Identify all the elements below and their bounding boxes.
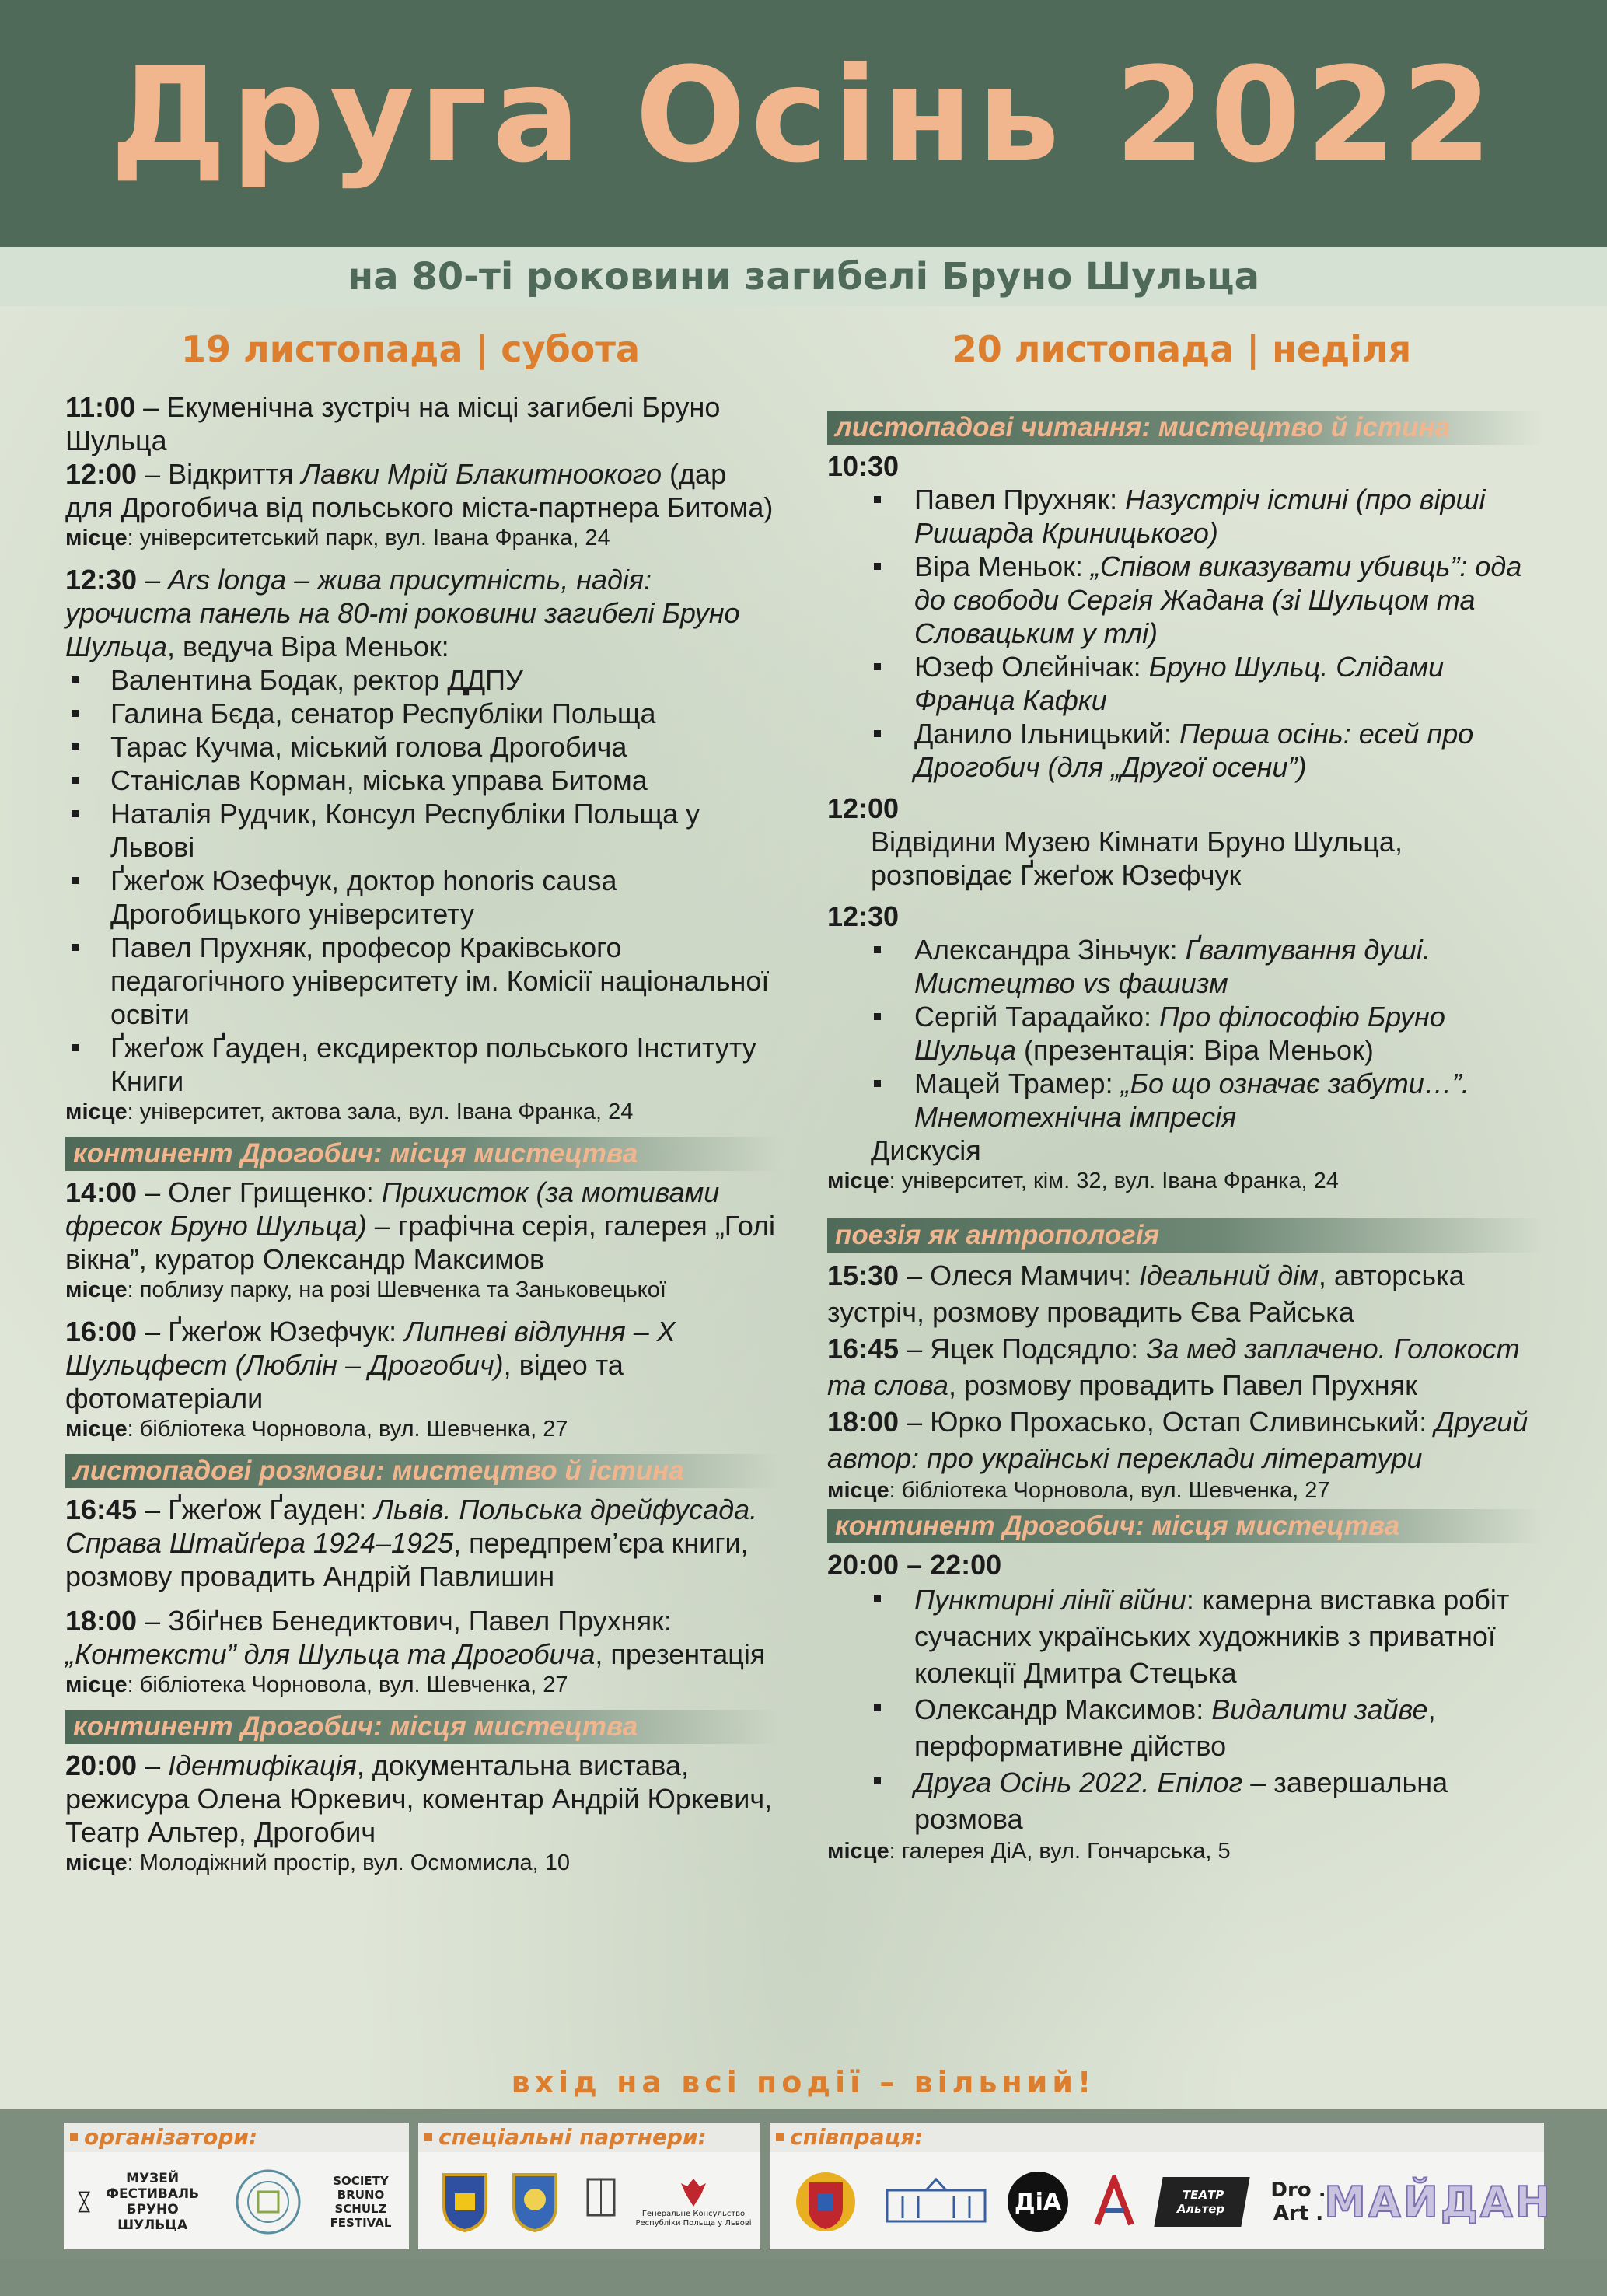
cooperation-box	[770, 2123, 1553, 2249]
event-1200	[65, 457, 781, 552]
section-heading: листопадові читання: мистецтво й істина	[827, 411, 1542, 445]
event-text: – завершальна розмова	[914, 1767, 1448, 1835]
event-1230	[65, 563, 781, 1126]
event-time: 11:00	[65, 391, 136, 423]
event-time: 18:00	[65, 1605, 138, 1637]
venue-text: : галерея ДіА, вул. Гончарська, 5	[889, 1839, 1231, 1864]
list-item: Наталія Рудчик, Консул Республіки Польща у Львові	[65, 797, 781, 864]
speaker: Олександр Максимов:	[914, 1693, 1212, 1725]
list-item	[827, 650, 1542, 717]
event-time: 18:00	[827, 1406, 900, 1438]
panel-list	[65, 663, 781, 1098]
event-1100	[65, 390, 781, 457]
dia-logo-text: ДіА	[1014, 2188, 1062, 2216]
event-text: – Яцек Подсядло:	[899, 1333, 1147, 1365]
event-title: Ідентифікація	[168, 1749, 357, 1781]
venue-label: місце	[65, 1850, 128, 1875]
event-time: 16:45	[65, 1494, 138, 1525]
event-title: Прихисток (за мотивами фресок Бруно Шульца)	[65, 1176, 720, 1242]
list-item	[827, 483, 1542, 550]
list-item	[827, 933, 1542, 1000]
maidan-logo	[1324, 2163, 1553, 2241]
coat-of-arms-icon	[511, 2172, 559, 2232]
event-title: Пунктирні лінії війни	[914, 1584, 1186, 1616]
event-text: , розмову провадить Павел Прухняк	[948, 1369, 1417, 1401]
footer-strip	[0, 2259, 1607, 2296]
event-title: Другий автор: про українські переклади літератури	[827, 1406, 1528, 1474]
talk-title: Про філософію Бруно Шульца	[914, 1001, 1445, 1066]
coat-of-arms-icon	[795, 2167, 857, 2237]
venue-text: : університет, кім. 32, вул. Івана Франка, 24	[889, 1169, 1339, 1193]
event-text: , передпрем’єра книги, розмову провадить Андрій Павлишин	[65, 1527, 749, 1592]
discussion: Дискусія	[871, 1134, 981, 1166]
book-icon	[582, 2175, 620, 2229]
dia-gallery-logo	[1003, 2163, 1073, 2241]
talk-title: Перша осінь: есей про Дрогобич (для „Другої осени”)	[914, 718, 1474, 783]
event-text: – Олеся Мамчич:	[899, 1260, 1140, 1291]
event-text: – Ґжеґож Юзефчук:	[137, 1316, 405, 1347]
partners-header	[418, 2123, 760, 2152]
list-item	[827, 1000, 1542, 1067]
venue-label: місце	[65, 1672, 128, 1697]
event-time: 14:00	[65, 1176, 138, 1208]
organizers-label: організатори:	[84, 2124, 258, 2150]
venue-label: місце	[827, 1169, 889, 1193]
event-text: –	[137, 1749, 169, 1781]
speaker: Данило Ільницький:	[914, 718, 1179, 750]
event-time: 10:30	[827, 450, 900, 482]
day1-heading: 19 листопада | субота	[180, 328, 640, 370]
list-item	[827, 717, 1542, 784]
venue	[65, 524, 781, 552]
university-building-logo	[875, 2163, 997, 2241]
section-heading: поезія як антропологія	[827, 1218, 1542, 1253]
venue	[65, 1671, 781, 1699]
polish-eagle-icon	[678, 2175, 709, 2210]
event-text: –	[137, 564, 169, 596]
cooperation-label: співпраця:	[790, 2124, 924, 2150]
partners-box	[418, 2123, 760, 2249]
festival-subtitle: на 80-ті роковини загибелі Бруно Шульца	[348, 255, 1259, 299]
event-text: , ведуча Віра Меньок:	[166, 631, 449, 662]
day2-program	[827, 406, 1542, 1865]
venue	[827, 1476, 1542, 1504]
list-item: Станіслав Корман, міська управа Битома	[65, 764, 781, 797]
festival-title: Друга Осінь 2022	[110, 39, 1497, 191]
event-text: – Відкриття	[137, 458, 302, 490]
event-title: Ідеальний дім	[1139, 1260, 1319, 1291]
a-letter-logo	[1079, 2163, 1149, 2241]
venue-text: : університет, актова зала, вул. Івана Франка, 24	[127, 1099, 634, 1124]
event-1645	[65, 1493, 781, 1593]
section-heading: континент Дрогобич: місця мистецтва	[827, 1509, 1542, 1543]
list-item: Ґжеґож Юзефчук, доктор honoris causa Дрогобицького університету	[65, 864, 781, 931]
event-1400	[65, 1176, 781, 1304]
cooperation-header	[770, 2123, 1544, 2152]
society-festival-logo	[320, 2163, 401, 2241]
event-title: Друга Осінь 2022. Епілог	[914, 1767, 1243, 1798]
list-item: Валентина Бодак, ректор ДДПУ	[65, 663, 781, 697]
event-text: , презентація	[595, 1638, 766, 1670]
venue-text: : бібліотека Чорновола, вул. Шевченка, 27	[889, 1478, 1330, 1503]
list-item: Тарас Кучма, міський голова Дрогобича	[65, 730, 781, 764]
talk-title: „Співом виказувати убивць”: ода до свободи Сергія Жадана (зі Шульцом та Словацьким у тлі)	[914, 550, 1522, 649]
list-item	[827, 550, 1542, 650]
maidan-logo-text: МАЙДАН	[1324, 2177, 1553, 2227]
venue-text: : Молодіжний простір, вул. Осмомисла, 10	[127, 1850, 570, 1875]
event-title: Липневі відлуння – X Шульцфест (Люблін – Дрогобич)	[65, 1316, 676, 1381]
university-seal-icon	[233, 2167, 303, 2237]
consulate-logo-text: Генеральне Консульство Республіки Польща у Львові	[635, 2210, 752, 2228]
partners-label: спеціальні партнери:	[438, 2124, 707, 2150]
theatre-alter-logo	[1155, 2163, 1249, 2241]
section-heading: континент Дрогобич: місця мистецтва	[65, 1710, 781, 1744]
list-item	[827, 1691, 1542, 1764]
event-title: „Контексти” для Шульца та Дрогобича	[65, 1638, 596, 1670]
event-title: За мед заплачено. Голокост та слова	[827, 1333, 1520, 1401]
talks-list	[827, 933, 1542, 1134]
section-heading: континент Дрогобич: місця мистецтва	[65, 1137, 781, 1171]
event-time: 12:30	[65, 564, 138, 596]
event-time: 15:30	[827, 1260, 900, 1291]
venue	[827, 1167, 1542, 1195]
list-item	[827, 1581, 1542, 1691]
hourglass-icon	[78, 2175, 90, 2229]
event-text: – Збіґнєв Бенедиктович, Павел Прухняк:	[137, 1605, 672, 1637]
event-title: Ars longa – жива присутність, надія: урочиста панель на 80-ті роковини загибелі Бруно Шульца	[65, 564, 740, 662]
event-text: , авторська зустріч, розмову провадить Єва Райська	[827, 1260, 1465, 1328]
venue-label: місце	[827, 1478, 889, 1503]
region-coat-of-arms	[787, 2163, 865, 2241]
events-list	[827, 1581, 1542, 1837]
speaker: Юзеф Олєйнічак:	[914, 651, 1149, 683]
event-time: 16:00	[65, 1316, 138, 1347]
event-time: 12:00	[827, 792, 900, 824]
venue-label: місце	[827, 1839, 889, 1864]
building-icon	[879, 2175, 993, 2229]
event-time: 16:45	[827, 1333, 900, 1365]
museum-logo	[78, 2163, 210, 2241]
theatre-logo-text: ТЕАТР Альтер	[1175, 2188, 1226, 2216]
speaker: Александра Зіньчук:	[914, 934, 1186, 966]
event-2000	[65, 1749, 781, 1877]
event-1600	[65, 1315, 781, 1443]
event-text: : камерна виставка робіт сучасних українських художників з приватної колекції Дмитра Стецька	[914, 1584, 1510, 1689]
event-text: – Олег Грищенко:	[137, 1176, 382, 1208]
list-item: Павел Прухняк, професор Краківського педагогічного університету ім. Комісії національної освіти	[65, 931, 781, 1031]
event-text: , перформативне дійство	[914, 1693, 1436, 1762]
talk-title: Назустріч істині (про вірші Ришарда Криницького)	[914, 484, 1486, 549]
event-text: , відео та фотоматеріали	[65, 1349, 624, 1414]
free-entry-note: вхід на всі події – вільний!	[511, 2065, 1096, 2099]
event-text: – Юрко Прохасько, Остап Сливинський:	[899, 1406, 1435, 1438]
event-time: 20:00	[65, 1749, 138, 1781]
talk-title: „Бо що означає забути…”. Мнемотехнічна імпресія	[914, 1068, 1469, 1133]
list-item	[827, 1764, 1542, 1837]
venue-text: : бібліотека Чорновола, вул. Шевченка, 27	[127, 1417, 568, 1442]
speaker: Мацей Трамер:	[914, 1068, 1121, 1099]
university-logo	[225, 2163, 311, 2241]
venue-text: : поблизу парку, на розі Шевченка та Заньковецької	[127, 1277, 666, 1302]
organizers-header	[64, 2123, 409, 2152]
venue-label: місце	[65, 1277, 128, 1302]
institute-logo	[574, 2163, 628, 2241]
event-1800	[65, 1604, 781, 1699]
talks-list	[827, 483, 1542, 784]
day1-program	[65, 390, 781, 1888]
consulate-logo	[633, 2163, 754, 2241]
venue	[65, 1276, 781, 1304]
event-text: , документальна вистава, режисура Олена Юркевич, коментар Андрій Юркевич, Театр Альтер, Дрогобич	[65, 1749, 773, 1848]
event-time: 12:00	[65, 458, 138, 490]
venue	[827, 1837, 1542, 1865]
speaker: Віра Меньок:	[914, 550, 1091, 582]
venue-text: : університетський парк, вул. Івана Франка, 24	[127, 526, 610, 550]
coat-of-arms-icon	[441, 2172, 489, 2232]
speaker: Сергій Тарадайко:	[914, 1001, 1160, 1033]
society-logo-text: SOCIETY BRUNO SCHULZ FESTIVAL	[330, 2174, 392, 2230]
event-time: 12:30	[827, 900, 900, 932]
venue-label: місце	[65, 1417, 128, 1442]
event-1530	[827, 1257, 1542, 1330]
day2-heading: 20 листопада | неділя	[952, 328, 1412, 370]
letter-a-icon	[1091, 2175, 1137, 2229]
venue	[65, 1415, 781, 1443]
event-title: Видалити зайве	[1211, 1693, 1428, 1725]
event-text: – графічна серія, галерея „Голі вікна”, куратор Олександр Максимов	[65, 1210, 776, 1275]
event-title: Львів. Польська дрейфусада. Справа Штайґера 1924–1925	[65, 1494, 758, 1559]
speaker: Павел Прухняк:	[914, 484, 1126, 515]
event-1645	[827, 1330, 1542, 1403]
talk-title: Ґвалтування душі. Мистецтво vs фашизм	[914, 934, 1431, 999]
venue	[65, 1098, 781, 1126]
drohobych-coat-of-arms	[504, 2163, 566, 2241]
section-heading: листопадові розмови: мистецтво й істина	[65, 1454, 781, 1488]
list-item: Ґжеґож Ґауден, ексдиректор польського Інституту Книги	[65, 1031, 781, 1098]
event-time: 20:00 – 22:00	[827, 1549, 1002, 1581]
list-item: Галина Бєда, сенатор Республіки Польща	[65, 697, 781, 730]
talk-note: (презентація: Віра Меньок)	[1015, 1034, 1374, 1066]
bytom-coat-of-arms	[434, 2163, 496, 2241]
droart-logo-text: Dro . Art .	[1270, 2179, 1326, 2225]
venue-text: : бібліотека Чорновола, вул. Шевченка, 27	[127, 1672, 568, 1697]
event-text: Відвідини Музею Кімнати Бруно Шульца, розповідає Ґжеґож Юзефчук	[871, 826, 1403, 891]
venue	[65, 1849, 781, 1877]
event-1800	[827, 1403, 1542, 1476]
event-text: – Ґжеґож Ґауден:	[137, 1494, 375, 1525]
venue-label: місце	[65, 1099, 128, 1124]
event-title: Лавки Мрій Блакитноокого	[301, 458, 662, 490]
event-text: – Екуменічна зустріч на місці загибелі Бруно Шульца	[65, 391, 721, 456]
talk-title: Бруно Шульц. Слідами Франца Кафки	[914, 651, 1445, 716]
organizers-box	[64, 2123, 409, 2249]
event-text: (дар для Дрогобича від польського міста-партнера Битома)	[65, 458, 774, 523]
museum-logo-text: МУЗЕЙ ФЕСТИВАЛЬ БРУНО ШУЛЬЦА	[106, 2171, 200, 2233]
list-item	[827, 1067, 1542, 1134]
venue-label: місце	[65, 526, 128, 550]
